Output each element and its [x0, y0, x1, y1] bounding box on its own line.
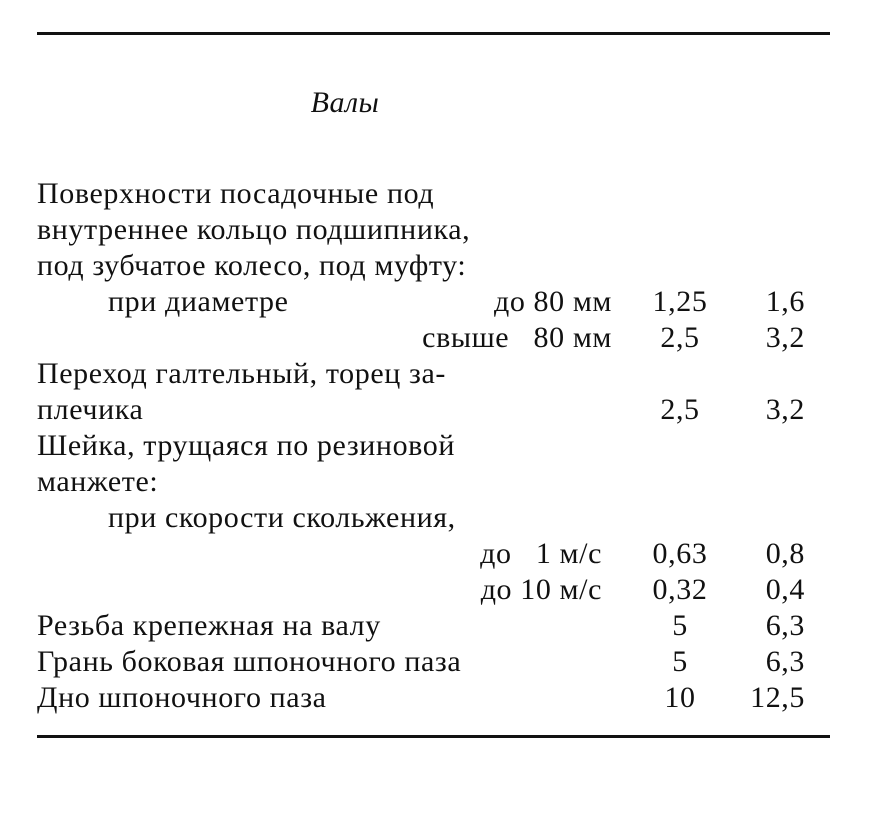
table-row — [0, 320, 875, 356]
value-col1: 10 — [664, 681, 696, 714]
table-row — [0, 212, 875, 248]
row-label: Дно шпоночного паза — [37, 681, 327, 714]
row-label: при скорости скольжения, — [108, 501, 456, 534]
value-col2: 6,3 — [765, 645, 805, 678]
value-col1: 5 — [672, 645, 688, 678]
value-col2: 12,5 — [750, 681, 805, 714]
row-range: свыше 80 мм — [422, 321, 612, 354]
value-col1: 5 — [672, 609, 688, 642]
table-row — [0, 536, 875, 572]
value-col1: 0,32 — [652, 573, 708, 606]
value-col2: 0,8 — [765, 537, 805, 570]
table-row — [0, 248, 875, 284]
table-row — [0, 500, 875, 536]
row-label: внутреннее кольцо подшипника, — [37, 213, 471, 246]
value-col1: 0,63 — [652, 537, 708, 570]
table-row — [0, 608, 875, 644]
table-row — [0, 356, 875, 392]
row-label: Резьба крепежная на валу — [37, 609, 381, 642]
value-col1: 2,5 — [660, 393, 700, 426]
row-range: до 10 м/с — [480, 573, 602, 606]
table-row — [0, 680, 875, 716]
value-col2: 0,4 — [765, 573, 805, 606]
table-row — [0, 392, 875, 428]
value-col1: 2,5 — [660, 321, 700, 354]
row-label: плечика — [37, 393, 144, 426]
value-col1: 1,25 — [652, 285, 708, 318]
bottom-rule — [37, 735, 830, 738]
row-label: при диаметре — [108, 285, 289, 318]
section-heading: Валы — [310, 86, 380, 119]
table-row — [0, 644, 875, 680]
table-row — [0, 176, 875, 212]
table-row — [0, 284, 875, 320]
value-col2: 3,2 — [765, 321, 805, 354]
table-row — [0, 572, 875, 608]
row-label: Грань боковая шпоночного паза — [37, 645, 462, 678]
row-range: до 80 мм — [493, 285, 612, 318]
table-row — [0, 428, 875, 464]
table-row — [0, 464, 875, 500]
row-label: манжете: — [37, 465, 159, 498]
top-rule — [37, 32, 830, 35]
value-col2: 6,3 — [765, 609, 805, 642]
row-label: Переход галтельный, торец за- — [37, 357, 446, 390]
row-range: до 1 м/с — [480, 537, 602, 570]
value-col2: 1,6 — [765, 285, 805, 318]
value-col2: 3,2 — [765, 393, 805, 426]
row-label: Поверхности посадочные под — [37, 177, 435, 210]
row-label: под зубчатое колесо, под муфту: — [37, 249, 467, 282]
row-label: Шейка, трущаяся по резиновой — [37, 429, 455, 462]
